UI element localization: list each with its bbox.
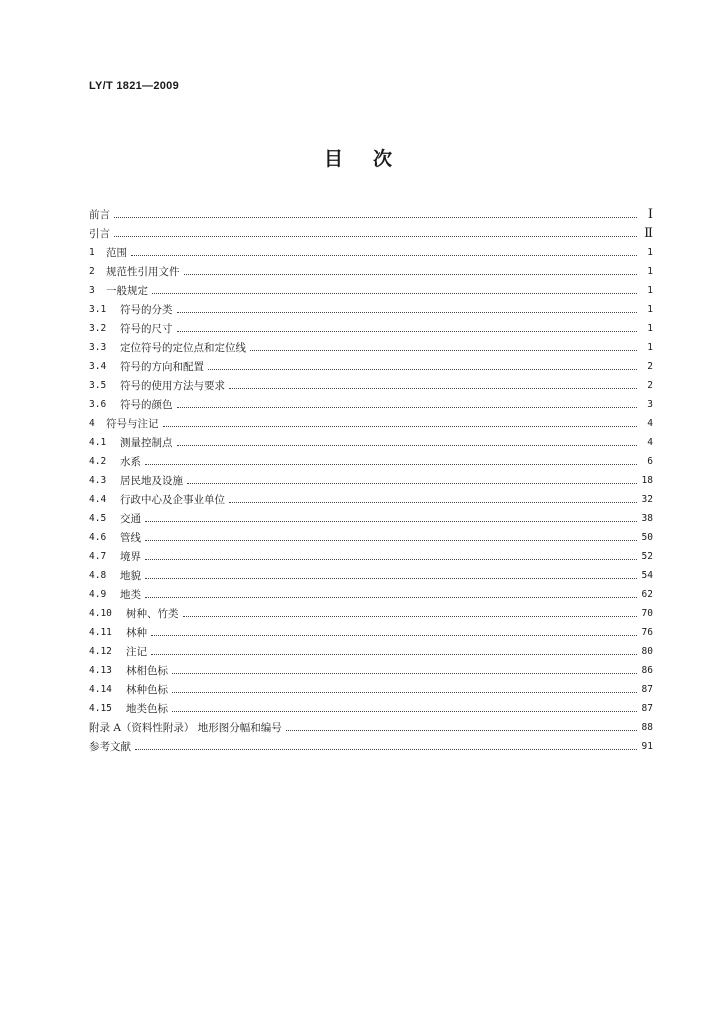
toc-entry-label: 林相色标	[126, 665, 168, 677]
dot-leader	[145, 521, 637, 522]
toc-entry[interactable]	[89, 735, 653, 754]
toc-entry-label: 地类	[120, 589, 141, 601]
dot-leader	[151, 635, 637, 636]
toc-entry-label: 定位符号的定位点和定位线	[120, 342, 246, 354]
toc-entry[interactable]	[89, 716, 653, 735]
toc-entry-page: 88	[641, 722, 653, 733]
dot-leader	[208, 369, 637, 370]
dot-leader	[131, 255, 637, 256]
dot-leader	[172, 692, 637, 693]
toc-entry[interactable]	[89, 526, 653, 545]
toc-entry-label: 前言	[89, 209, 110, 221]
dot-leader	[145, 578, 637, 579]
toc-entry[interactable]	[89, 469, 653, 488]
toc-entry-number: 1	[89, 247, 95, 258]
toc-entry-number: 4.2	[89, 456, 107, 467]
table-of-contents	[89, 203, 653, 754]
toc-entry-number: 4.13	[89, 665, 112, 676]
toc-entry-page: 6	[647, 456, 653, 467]
toc-entry[interactable]	[89, 355, 653, 374]
toc-entry-page: 1	[647, 342, 653, 353]
toc-entry-page: 87	[641, 703, 653, 714]
dot-leader	[114, 236, 637, 237]
toc-entry-number: 4.8	[89, 570, 107, 581]
toc-entry-number: 4.3	[89, 475, 107, 486]
dot-leader	[184, 274, 638, 275]
toc-entry-page: 87	[641, 684, 653, 695]
toc-entry[interactable]	[89, 298, 653, 317]
dot-leader	[250, 350, 637, 351]
toc-entry[interactable]	[89, 678, 653, 697]
toc-entry-number: 4.6	[89, 532, 107, 543]
toc-entry-number: 3.2	[89, 323, 107, 334]
toc-entry[interactable]	[89, 260, 653, 279]
toc-entry-page: 91	[641, 741, 653, 752]
toc-entry-number: 4.4	[89, 494, 107, 505]
toc-entry-page: Ⅱ	[644, 226, 653, 241]
toc-entry-label: 境界	[120, 551, 141, 563]
toc-entry-label: 注记	[126, 646, 147, 658]
dot-leader	[145, 464, 637, 465]
toc-entry-number: 3.6	[89, 399, 107, 410]
toc-entry-label: 交通	[120, 513, 141, 525]
toc-entry-label: 符号的尺寸	[120, 323, 173, 335]
toc-entry-label: 符号的颜色	[120, 399, 173, 411]
toc-entry-label: 林种色标	[126, 684, 168, 696]
dot-leader	[172, 711, 637, 712]
toc-entry-page: 4	[647, 418, 653, 429]
toc-entry-page: 38	[641, 513, 653, 524]
toc-entry-number: 4.12	[89, 646, 112, 657]
toc-entry[interactable]	[89, 488, 653, 507]
toc-entry[interactable]	[89, 317, 653, 336]
dot-leader	[114, 217, 637, 218]
toc-entry-label: 管线	[120, 532, 141, 544]
toc-entry[interactable]	[89, 621, 653, 640]
toc-entry-page: 80	[641, 646, 653, 657]
toc-entry-page: 76	[641, 627, 653, 638]
dot-leader	[163, 426, 638, 427]
dot-leader	[177, 445, 638, 446]
toc-entry-page: 70	[641, 608, 653, 619]
toc-entry-number: 4.7	[89, 551, 107, 562]
toc-entry-page: 62	[641, 589, 653, 600]
toc-entry-label: 参考文献	[89, 741, 131, 753]
dot-leader	[152, 293, 637, 294]
toc-entry-page: Ⅰ	[647, 207, 653, 222]
toc-entry-number: 3.4	[89, 361, 107, 372]
toc-entry[interactable]	[89, 393, 653, 412]
toc-entry-label: 引言	[89, 228, 110, 240]
toc-entry[interactable]	[89, 659, 653, 678]
toc-entry-page: 2	[647, 380, 653, 391]
toc-entry[interactable]	[89, 279, 653, 298]
toc-entry-label: 符号的分类	[120, 304, 173, 316]
toc-entry[interactable]	[89, 336, 653, 355]
toc-entry-page: 1	[647, 247, 653, 258]
toc-entry-number: 3.1	[89, 304, 107, 315]
page-title: 目次	[323, 148, 422, 170]
toc-entry-number: 2	[89, 266, 95, 277]
toc-entry-label: 林种	[126, 627, 147, 639]
toc-entry-label: 规范性引用文件	[106, 266, 180, 278]
toc-entry-label: 符号与注记	[106, 418, 159, 430]
toc-entry-page: 1	[647, 285, 653, 296]
toc-entry-label: 符号的使用方法与要求	[120, 380, 225, 392]
toc-entry-page: 52	[641, 551, 653, 562]
toc-entry-number: 3	[89, 285, 95, 296]
toc-entry-page: 3	[647, 399, 653, 410]
toc-entry-page: 18	[641, 475, 653, 486]
toc-entry-page: 1	[647, 304, 653, 315]
dot-leader	[145, 540, 637, 541]
toc-entry-label: 符号的方向和配置	[120, 361, 204, 373]
dot-leader	[135, 749, 637, 750]
dot-leader	[172, 673, 637, 674]
toc-entry-label: 居民地及设施	[120, 475, 183, 487]
toc-entry-label: 水系	[120, 456, 141, 468]
toc-entry-label: 一般规定	[106, 285, 148, 297]
toc-entry-page: 1	[647, 323, 653, 334]
toc-entry[interactable]	[89, 203, 653, 222]
toc-entry-page: 50	[641, 532, 653, 543]
dot-leader	[151, 654, 637, 655]
toc-entry[interactable]	[89, 602, 653, 621]
dot-leader	[187, 483, 637, 484]
dot-leader	[229, 502, 637, 503]
toc-entry-number: 4.5	[89, 513, 107, 524]
toc-entry-number: 4.15	[89, 703, 112, 714]
toc-entry-number: 4	[89, 418, 95, 429]
toc-entry-label: 行政中心及企事业单位	[120, 494, 225, 506]
toc-entry-label: 范围	[106, 247, 127, 259]
dot-leader	[177, 312, 638, 313]
toc-entry-page: 2	[647, 361, 653, 372]
toc-entry-label: 测量控制点	[120, 437, 173, 449]
toc-entry-page: 32	[641, 494, 653, 505]
toc-entry[interactable]	[89, 507, 653, 526]
dot-leader	[145, 559, 637, 560]
toc-entry[interactable]	[89, 241, 653, 260]
toc-entry-label: 树种、竹类	[126, 608, 179, 620]
dot-leader	[177, 407, 638, 408]
dot-leader	[177, 331, 638, 332]
toc-entry[interactable]	[89, 583, 653, 602]
toc-entry-page: 1	[647, 266, 653, 277]
toc-entry[interactable]	[89, 545, 653, 564]
toc-entry-number: 3.3	[89, 342, 107, 353]
toc-entry-page: 86	[641, 665, 653, 676]
toc-entry-number: 4.9	[89, 589, 107, 600]
toc-entry-page: 4	[647, 437, 653, 448]
toc-entry[interactable]	[89, 564, 653, 583]
toc-entry-number: 4.14	[89, 684, 112, 695]
standard-code: LY/T 1821—2009	[89, 80, 180, 92]
toc-entry[interactable]	[89, 697, 653, 716]
toc-entry-label: 地类色标	[126, 703, 168, 715]
dot-leader	[183, 616, 638, 617]
dot-leader	[229, 388, 637, 389]
dot-leader	[286, 730, 637, 731]
toc-entry-label: 地貌	[120, 570, 141, 582]
toc-entry-page: 54	[641, 570, 653, 581]
toc-entry[interactable]	[89, 450, 653, 469]
toc-entry-number: 4.1	[89, 437, 107, 448]
toc-entry[interactable]	[89, 412, 653, 431]
toc-entry[interactable]	[89, 374, 653, 393]
toc-entry-number: 4.11	[89, 627, 112, 638]
toc-entry-number: 3.5	[89, 380, 107, 391]
dot-leader	[145, 597, 637, 598]
toc-entry[interactable]	[89, 222, 653, 241]
toc-entry-number: 4.10	[89, 608, 112, 619]
toc-entry[interactable]	[89, 431, 653, 450]
toc-entry[interactable]	[89, 640, 653, 659]
toc-entry-label: 附录 A（资料性附录） 地形图分幅和编号	[89, 722, 282, 734]
